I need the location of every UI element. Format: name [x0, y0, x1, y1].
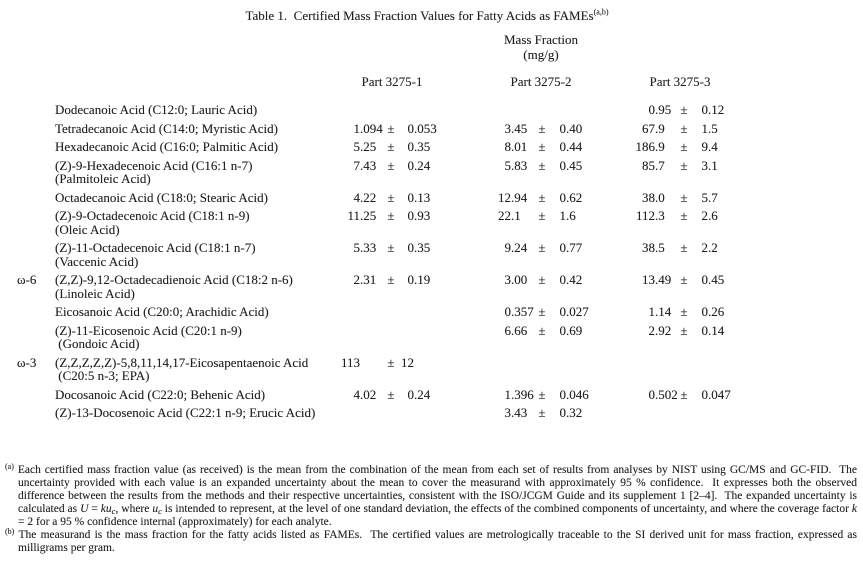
analyte-name-line2: (Vaccenic Acid) — [55, 253, 139, 269]
plus-minus-symbol: ± — [680, 102, 688, 117]
value-fraction: .92 — [655, 322, 672, 338]
uncertainty-integer: 0 — [559, 322, 566, 338]
uncertainty-fraction: .42 — [566, 272, 583, 287]
uncertainty-integer: 0 — [701, 322, 708, 338]
value-integer: 12 — [498, 189, 511, 205]
uncertainty-integer: 0 — [701, 102, 708, 117]
plus-minus-symbol: ± — [387, 189, 395, 205]
uncertainty-integer: 0 — [407, 189, 414, 205]
plus-minus-symbol: ± — [680, 157, 688, 173]
value-fraction: .43 — [511, 405, 528, 420]
table-row — [0, 356, 863, 383]
value-fraction: .02 — [360, 386, 377, 402]
plus-minus-symbol: ± — [387, 354, 395, 370]
omega-class-label: ω-3 — [17, 354, 37, 370]
plus-minus-symbol: ± — [538, 272, 546, 287]
footnote — [5, 529, 857, 555]
value-fraction: .94 — [511, 189, 528, 205]
value-fraction: .3 — [655, 208, 665, 223]
value-fraction: .43 — [360, 157, 377, 173]
table-title-text: Table 1. Certified Mass Fraction Values for Fatty Acids as FAMEs — [245, 8, 594, 23]
uncertainty-integer: 0 — [407, 240, 414, 255]
analyte-name-line1: Octadecanoic Acid (C18:0; Stearic Acid) — [55, 189, 268, 205]
analyte-name-line2: (Oleic Acid) — [55, 221, 120, 237]
plus-minus-symbol: ± — [538, 139, 546, 154]
value-fraction: .357 — [511, 304, 534, 319]
value-fraction: .9 — [655, 139, 665, 154]
value-integer: 22 — [498, 208, 511, 223]
value-integer: 85 — [642, 157, 655, 173]
footnote-text-segment: , where — [115, 503, 153, 515]
uncertainty-fraction: .93 — [414, 208, 431, 223]
table-row — [0, 324, 863, 351]
value-integer: 5 — [353, 240, 360, 255]
table-title-footnote-marker: (a,b) — [593, 7, 609, 17]
value-fraction: .396 — [511, 386, 534, 402]
plus-minus-symbol: ± — [680, 322, 688, 338]
analyte-name — [55, 356, 863, 383]
table-row — [0, 103, 863, 117]
table-title — [0, 8, 854, 24]
value-integer: 112 — [635, 208, 655, 223]
uncertainty-fraction: .6 — [566, 208, 576, 223]
column-header-part-3275-2: Part 3275-2 — [510, 74, 572, 89]
value-fraction: .502 — [655, 386, 678, 402]
value-fraction: .49 — [655, 272, 672, 287]
footnote-text-segment: = — [88, 503, 101, 515]
table-row — [0, 122, 863, 136]
value-fraction: .9 — [655, 120, 665, 136]
plus-minus-symbol: ± — [387, 240, 395, 255]
footnote-text-segment: ku — [100, 503, 112, 515]
plus-minus-symbol: ± — [538, 189, 546, 205]
analyte-name-line2: (Palmitoleic Acid) — [55, 171, 151, 186]
plus-minus-symbol: ± — [387, 208, 395, 223]
plus-minus-symbol: ± — [538, 322, 546, 338]
mass-fraction-label: Mass Fraction — [503, 32, 579, 47]
uncertainty-fraction: .4 — [708, 139, 718, 154]
uncertainty-fraction: .77 — [566, 240, 583, 255]
footnote-marker: (b) — [5, 527, 15, 536]
plus-minus-symbol: ± — [538, 405, 546, 420]
value-integer: 3 — [504, 120, 511, 136]
value-fraction: .95 — [655, 102, 672, 117]
uncertainty-integer: 0 — [407, 386, 414, 402]
value-fraction: .094 — [360, 120, 383, 136]
analyte-name-line1: Tetradecanoic Acid (C14:0; Myristic Acid) — [55, 120, 278, 136]
uncertainty-fraction: .12 — [708, 102, 725, 117]
footnote-text-segment: u — [152, 503, 159, 515]
uncertainty-integer: 0 — [407, 208, 414, 223]
mass-fraction-unit-header — [469, 32, 613, 62]
plus-minus-symbol: ± — [680, 240, 688, 255]
value-integer: 0 — [648, 102, 655, 117]
table-row — [0, 140, 863, 154]
plus-minus-symbol: ± — [538, 386, 546, 402]
uncertainty-fraction: .32 — [566, 405, 583, 420]
uncertainty-integer: 0 — [701, 386, 708, 402]
analyte-name-line1: (Z,Z,Z,Z,Z)-5,8,11,14,17-Eicosapentaenoic Acid — [55, 354, 309, 370]
uncertainty-integer: 5 — [701, 189, 708, 205]
footnote-text-segment: Each certified mass fraction value (as received) is the mean from the combination of the mean from each set of results from analyses by NIST using GC/MS and GC-FID. The uncertainty provided with each value is an expanded uncertainty about the mean to cover the measurand with approximately 95 % confidence. It expresses both the observed difference between the results from the methods and their respective uncertainties, consistent with the ISO/JCGM Guide and its supplement 1 [2–4]. The expanded uncertainty is calculated as — [17, 464, 857, 515]
uncertainty-fraction: .35 — [414, 240, 431, 255]
analyte-name-line2: (C20:5 n-3; EPA) — [55, 368, 150, 383]
analyte-name-line1: (Z)-13-Docosenoic Acid (C22:1 n-9; Erucic Acid) — [55, 405, 316, 420]
uncertainty-fraction: .45 — [708, 272, 725, 287]
uncertainty-integer: 0 — [407, 272, 414, 287]
footnote-text-segment: k — [851, 503, 857, 515]
uncertainty-integer: 0 — [559, 157, 566, 173]
value-fraction: .33 — [360, 240, 377, 255]
plus-minus-symbol: ± — [680, 386, 688, 402]
uncertainty-fraction: .5 — [708, 120, 718, 136]
value-integer: 13 — [642, 272, 655, 287]
uncertainty-fraction: .40 — [566, 120, 583, 136]
analyte-name-line1: Eicosanoic Acid (C20:0; Arachidic Acid) — [55, 304, 269, 319]
uncertainty-fraction: .13 — [414, 189, 431, 205]
value-integer: 5 — [504, 157, 511, 173]
uncertainty-integer: 0 — [407, 139, 414, 154]
plus-minus-symbol: ± — [680, 272, 688, 287]
uncertainty-integer: 3 — [701, 157, 708, 173]
value-integer: 0 — [648, 386, 655, 402]
footnote-text-segment: c — [158, 506, 162, 516]
plus-minus-symbol: ± — [387, 272, 395, 287]
uncertainty-integer: 0 — [559, 304, 566, 319]
unit-label: (mg/g) — [523, 47, 559, 62]
value-integer: 38 — [642, 240, 655, 255]
column-header-part-3275-3: Part 3275-3 — [649, 74, 711, 89]
uncertainty-integer: 12 — [401, 354, 414, 370]
value-fraction: .24 — [511, 240, 528, 255]
plus-minus-symbol: ± — [680, 189, 688, 205]
uncertainty-integer: 1 — [701, 120, 708, 136]
value-integer: 1 — [353, 120, 360, 136]
value-integer: 3 — [504, 405, 511, 420]
uncertainty-fraction: .046 — [566, 386, 589, 402]
value-integer: 4 — [353, 386, 360, 402]
footnote-text-segment: = 2 for a 95 % confidence internal (approximately) for each analyte. — [18, 516, 332, 528]
uncertainty-integer: 0 — [559, 189, 566, 205]
uncertainty-integer: 0 — [701, 272, 708, 287]
analyte-name-line1: Dodecanoic Acid (C12:0; Lauric Acid) — [55, 102, 258, 117]
value-fraction: .31 — [360, 272, 377, 287]
plus-minus-symbol: ± — [387, 157, 395, 173]
table-row — [0, 191, 863, 205]
table-row — [0, 209, 863, 236]
uncertainty-integer: 0 — [559, 405, 566, 420]
uncertainty-integer: 0 — [559, 139, 566, 154]
value-fraction: .00 — [511, 272, 528, 287]
uncertainty-integer: 0 — [559, 120, 566, 136]
value-fraction: .0 — [655, 189, 665, 205]
uncertainty-fraction: .7 — [708, 189, 718, 205]
footnote-text-segment: The measurand is the mass fraction for the fatty acids listed as FAMEs. The certified values are metrologically traceable to the SI derived unit for mass fraction, expressed as milligrams per gram. — [18, 529, 858, 554]
value-fraction: .1 — [511, 208, 521, 223]
plus-minus-symbol: ± — [538, 120, 546, 136]
plus-minus-symbol: ± — [387, 386, 395, 402]
uncertainty-fraction: .047 — [708, 386, 731, 402]
value-integer: 38 — [642, 189, 655, 205]
value-integer: 5 — [353, 139, 360, 154]
plus-minus-symbol: ± — [680, 208, 688, 223]
table-row — [0, 241, 863, 268]
value-integer: 1 — [648, 304, 655, 319]
analyte-name-line1: (Z)-11-Eicosenoic Acid (C20:1 n-9) — [55, 322, 242, 338]
analyte-name-line2: (Linoleic Acid) — [55, 285, 135, 301]
footnotes — [5, 464, 857, 555]
uncertainty-integer: 0 — [559, 240, 566, 255]
uncertainty-fraction: .6 — [708, 208, 718, 223]
value-integer: 67 — [642, 120, 655, 136]
analyte-name-line1: (Z,Z)-9,12-Octadecadienoic Acid (C18:2 n-6) — [55, 272, 293, 287]
value-integer: 3 — [504, 272, 511, 287]
value-integer: 2 — [648, 322, 655, 338]
uncertainty-fraction: .62 — [566, 189, 583, 205]
table-row — [0, 406, 863, 420]
uncertainty-fraction: .14 — [708, 322, 725, 338]
value-integer: 8 — [504, 139, 511, 154]
plus-minus-symbol: ± — [387, 139, 395, 154]
analyte-name-line1: Docosanoic Acid (C22:0; Behenic Acid) — [55, 386, 266, 402]
value-integer: 2 — [353, 272, 360, 287]
uncertainty-integer: 2 — [701, 240, 708, 255]
uncertainty-integer: 0 — [559, 272, 566, 287]
analyte-name-line2: (Gondoic Acid) — [55, 336, 140, 351]
analyte-name — [55, 406, 863, 420]
uncertainty-integer: 9 — [701, 139, 708, 154]
value-fraction: .45 — [511, 120, 528, 136]
uncertainty-integer: 0 — [407, 120, 414, 136]
footnote-text-segment: c — [111, 506, 116, 516]
uncertainty-fraction: .35 — [414, 139, 431, 154]
plus-minus-symbol: ± — [538, 240, 546, 255]
plus-minus-symbol: ± — [680, 120, 688, 136]
analyte-name-line1: (Z)-9-Octadecenoic Acid (C18:1 n-9) — [55, 208, 250, 223]
footnote-marker: (a) — [5, 462, 14, 471]
uncertainty-fraction: .2 — [708, 240, 718, 255]
plus-minus-symbol: ± — [538, 157, 546, 173]
uncertainty-integer: 0 — [559, 386, 566, 402]
value-fraction: .5 — [655, 240, 665, 255]
value-integer: 11 — [347, 208, 360, 223]
plus-minus-symbol: ± — [538, 208, 546, 223]
uncertainty-fraction: .19 — [414, 272, 431, 287]
value-integer: 4 — [353, 189, 360, 205]
omega-class-label: ω-6 — [17, 272, 37, 287]
value-integer: 6 — [504, 322, 511, 338]
value-integer: 186 — [635, 139, 655, 154]
uncertainty-fraction: .24 — [414, 157, 431, 173]
value-fraction: .01 — [511, 139, 528, 154]
table-row — [0, 388, 863, 402]
plus-minus-symbol: ± — [680, 304, 688, 319]
uncertainty-fraction: .44 — [566, 139, 583, 154]
value-fraction: .25 — [360, 208, 377, 223]
uncertainty-fraction: .26 — [708, 304, 725, 319]
analyte-name-line1: (Z)-11-Octadecenoic Acid (C18:1 n-7) — [55, 240, 256, 255]
footnote-text-segment: is intended to represent, at the level of one standard deviation, the effects of the combined components of uncertainty, and where the coverage factor — [161, 503, 852, 515]
value-integer: 9 — [504, 240, 511, 255]
uncertainty-fraction: .69 — [566, 322, 583, 338]
uncertainty-fraction: .053 — [414, 120, 437, 136]
table-row — [0, 273, 863, 300]
footnote — [5, 464, 857, 529]
footnote-text-segment: U — [80, 503, 89, 515]
uncertainty-fraction: .24 — [414, 386, 431, 402]
value-fraction: .22 — [360, 189, 377, 205]
uncertainty-integer: 2 — [701, 208, 708, 223]
value-fraction: .83 — [511, 157, 528, 173]
plus-minus-symbol: ± — [538, 304, 546, 319]
value-fraction: .14 — [655, 304, 672, 319]
analyte-name-line1: Hexadecanoic Acid (C16:0; Palmitic Acid) — [55, 139, 279, 154]
value-integer: 1 — [504, 386, 511, 402]
uncertainty-fraction: .027 — [566, 304, 589, 319]
uncertainty-integer: 1 — [559, 208, 566, 223]
table-row — [0, 159, 863, 186]
plus-minus-symbol: ± — [387, 120, 395, 136]
value-fraction: .66 — [511, 322, 528, 338]
value-fraction: .7 — [655, 157, 665, 173]
column-header-part-3275-1: Part 3275-1 — [361, 74, 423, 89]
analyte-name-line1: (Z)-9-Hexadecenoic Acid (C16:1 n-7) — [55, 157, 253, 173]
value-integer: 7 — [353, 157, 360, 173]
table-rows — [0, 103, 863, 425]
value-fraction: .25 — [360, 139, 377, 154]
uncertainty-integer: 0 — [701, 304, 708, 319]
uncertainty-fraction: .1 — [708, 157, 718, 173]
uncertainty-integer: 0 — [407, 157, 414, 173]
value-integer: 113 — [340, 354, 360, 370]
plus-minus-symbol: ± — [680, 139, 688, 154]
uncertainty-fraction: .45 — [566, 157, 583, 173]
table-row — [0, 305, 863, 319]
value-integer: 0 — [504, 304, 511, 319]
